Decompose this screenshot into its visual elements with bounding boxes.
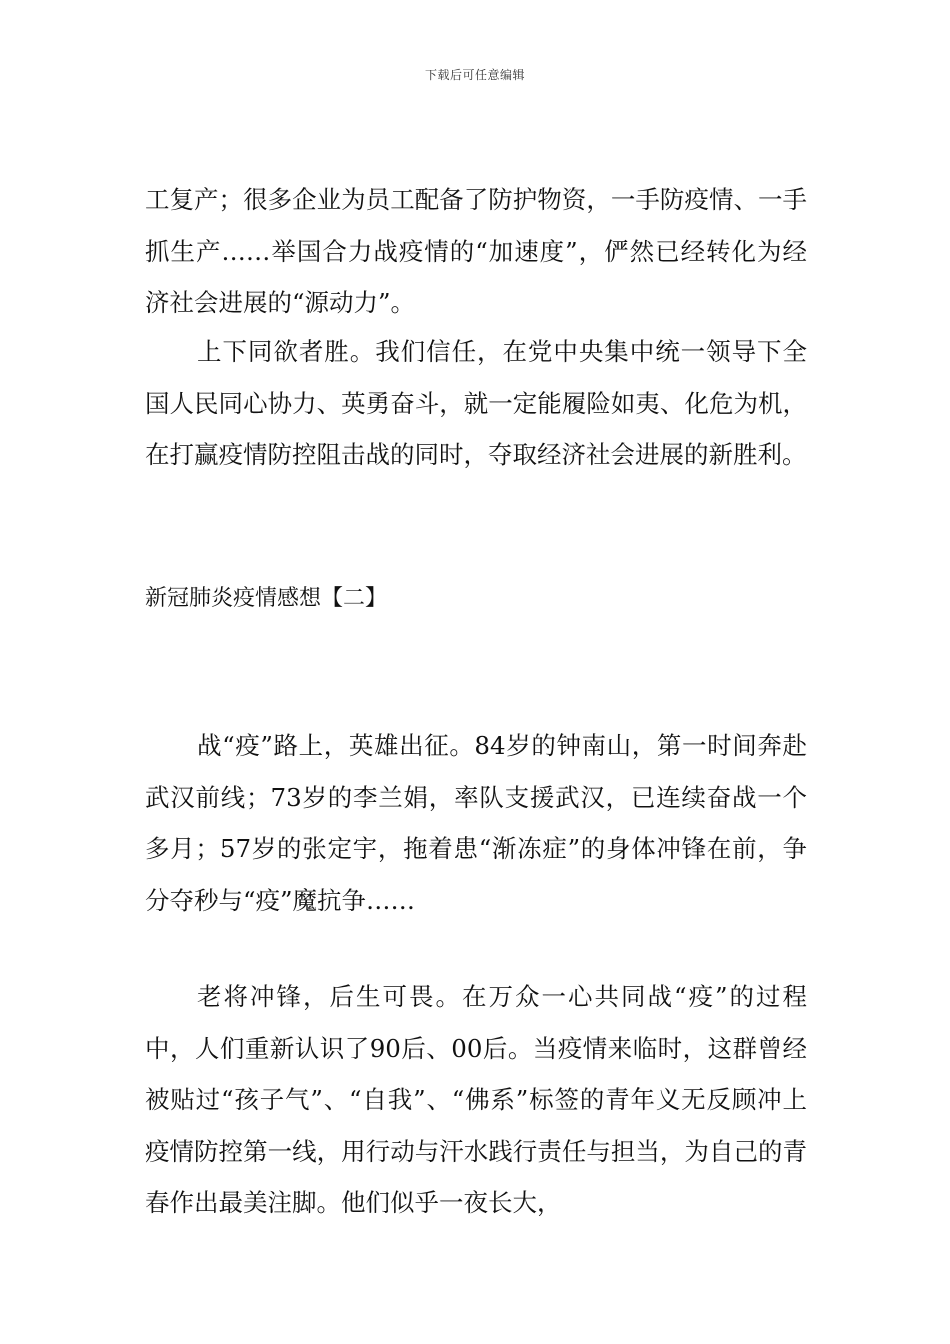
paragraph: 老将冲锋，后生可畏。在万众一心共同战“疫”的过程中，人们重新认识了90后、00后。当疫情来临时，这群曾经被贴过“孩子气”、“自我”、“佛系”标签的青年义无反顾冲上疫情防控第一线，用行动与汗水践行责任与担当，为自己的青春作出最美注脚。他们似乎一夜长大， (145, 982, 807, 1217)
paragraph: 战“疫”路上，英雄出征。84岁的钟南山，第一时间奔赴武汉前线；73岁的李兰娟，率队支援武汉，已连续奋战一个多月；57岁的张定宇，拖着患“渐冻症”的身体冲锋在前，争分夺秒与“疫”魔抗争…… (145, 731, 807, 915)
page-header: 下载后可任意编辑 (424, 68, 525, 82)
paragraph-continuation: 工复产；很多企业为员工配备了防护物资，一手防疫情、一手抓生产……举国合力战疫情的“加速度”，俨然已经转化为经济社会进展的“源动力”。 (145, 185, 807, 317)
paragraph: 上下同欲者胜。我们信任，在党中央集中统一领导下全国人民同心协力、英勇奋斗，就一定能履险如夷、化危为机，在打赢疫情防控阻击战的同时，夺取经济社会进展的新胜利。 (145, 337, 807, 469)
section-heading: 新冠肺炎疫情感想【二】 (145, 586, 388, 611)
